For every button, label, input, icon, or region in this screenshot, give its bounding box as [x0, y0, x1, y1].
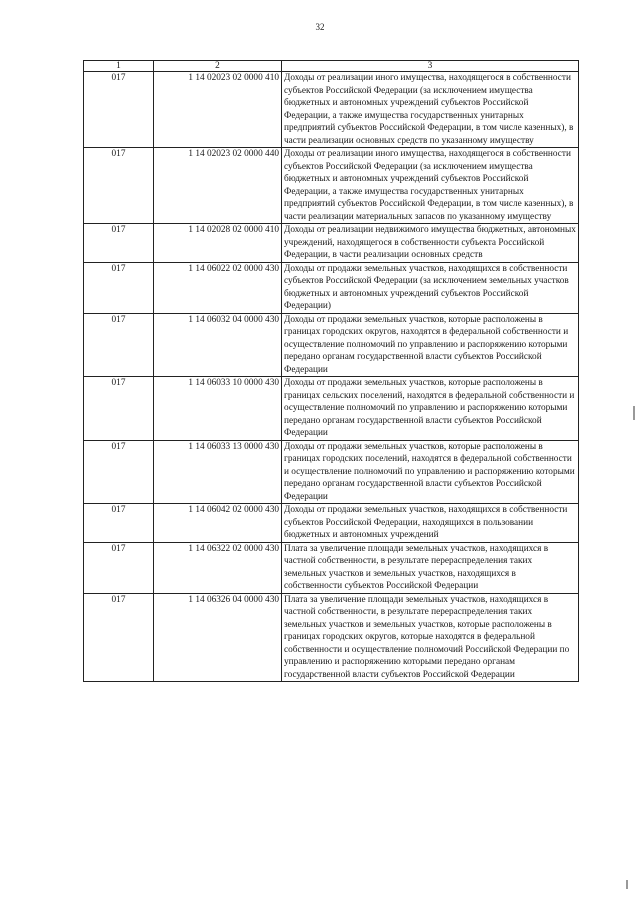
administrator-code-cell: 017 — [84, 542, 154, 593]
revenue-description-cell: Доходы от продажи земельных участков, которые расположены в границах городских округов, находятся в федеральной собственности и осуществление полномочий по управлению и распоряжению которыми передано органам государственной власти субъектов Российской Федерации — [282, 313, 579, 377]
column-header-3: 3 — [282, 61, 579, 72]
revenue-description-cell: Доходы от реализации недвижимого имущества бюджетных, автономных учреждений, находящегося в собственности субъекта Российской Федерации, в части реализации основных средств — [282, 224, 579, 263]
budget-code-cell: 1 14 02023 02 0000 410 — [154, 72, 282, 148]
budget-classification-table — [83, 60, 579, 682]
budget-code-cell: 1 14 06033 13 0000 430 — [154, 440, 282, 504]
budget-code-cell: 1 14 06322 02 0000 430 — [154, 542, 282, 593]
administrator-code-cell: 017 — [84, 72, 154, 148]
table-row — [84, 148, 579, 224]
budget-code-cell: 1 14 06032 04 0000 430 — [154, 313, 282, 377]
table-row — [84, 593, 579, 682]
table-row — [84, 504, 579, 543]
administrator-code-cell: 017 — [84, 377, 154, 441]
table-row — [84, 224, 579, 263]
scan-edge-mark — [633, 406, 635, 420]
revenue-description-cell: Доходы от реализации иного имущества, находящегося в собственности субъектов Российской Федерации (за исключением имущества бюджетных и автономных учреждений субъектов Российской Федерации, а также имущества государственных унитарных предприятий субъектов Российской Федерации, в том числе казенных), в части реализации материальных запасов по указанному имуществу — [282, 148, 579, 224]
revenue-description-cell: Доходы от продажи земельных участков, находящихся в собственности субъектов Российской Федерации, находящихся в пользовании бюджетных и автономных учреждений — [282, 504, 579, 543]
budget-code-cell: 1 14 02028 02 0000 410 — [154, 224, 282, 263]
column-header-2: 2 — [154, 61, 282, 72]
column-header-1: 1 — [84, 61, 154, 72]
administrator-code-cell: 017 — [84, 262, 154, 313]
administrator-code-cell: 017 — [84, 148, 154, 224]
budget-code-cell: 1 14 06326 04 0000 430 — [154, 593, 282, 682]
table-row — [84, 440, 579, 504]
table-row — [84, 72, 579, 148]
scan-edge-mark — [626, 880, 628, 889]
budget-code-cell: 1 14 06022 02 0000 430 — [154, 262, 282, 313]
administrator-code-cell: 017 — [84, 593, 154, 682]
administrator-code-cell: 017 — [84, 224, 154, 263]
revenue-description-cell: Плата за увеличение площади земельных участков, находящихся в частной собственности, в результате перераспределения таких земельных участков и земельных участков, которые расположены в границах городских округов, которые находятся в федеральной собственности и осуществление полномочий Российской Федерации по управлению и распоряжению которыми передано органам государственной власти субъектов Российской Федерации — [282, 593, 579, 682]
administrator-code-cell: 017 — [84, 440, 154, 504]
administrator-code-cell: 017 — [84, 313, 154, 377]
table-row — [84, 262, 579, 313]
page-number: 32 — [315, 22, 325, 32]
table-row — [84, 313, 579, 377]
revenue-description-cell: Доходы от продажи земельных участков, находящихся в собственности субъектов Российской Федерации (за исключением земельных участков бюджетных и автономных учреждений субъектов Российской Федерации) — [282, 262, 579, 313]
table-header-row — [84, 61, 579, 72]
revenue-description-cell: Доходы от продажи земельных участков, которые расположены в границах сельских поселений, находятся в федеральной собственности и осуществление полномочий по управлению и распоряжению которыми передано органам государственной власти субъектов Российской Федерации — [282, 377, 579, 441]
revenue-description-cell: Плата за увеличение площади земельных участков, находящихся в частной собственности, в результате перераспределения таких земельных участков и земельных участков, находящихся в собственности субъектов Российской Федерации — [282, 542, 579, 593]
table-row — [84, 377, 579, 441]
budget-code-cell: 1 14 02023 02 0000 440 — [154, 148, 282, 224]
revenue-description-cell: Доходы от реализации иного имущества, находящегося в собственности субъектов Российской Федерации (за исключением имущества бюджетных и автономных учреждений субъектов Российской Федерации, а также имущества государственных унитарных предприятий субъектов Российской Федерации, в том числе казенных), в части реализации основных средств по указанному имуществу — [282, 72, 579, 148]
budget-code-cell: 1 14 06033 10 0000 430 — [154, 377, 282, 441]
revenue-description-cell: Доходы от продажи земельных участков, которые расположены в границах городских поселений, находятся в федеральной собственности и осуществление полномочий по управлению и распоряжению которыми передано органам государственной власти субъектов Российской Федерации — [282, 440, 579, 504]
administrator-code-cell: 017 — [84, 504, 154, 543]
table-row — [84, 542, 579, 593]
budget-code-cell: 1 14 06042 02 0000 430 — [154, 504, 282, 543]
